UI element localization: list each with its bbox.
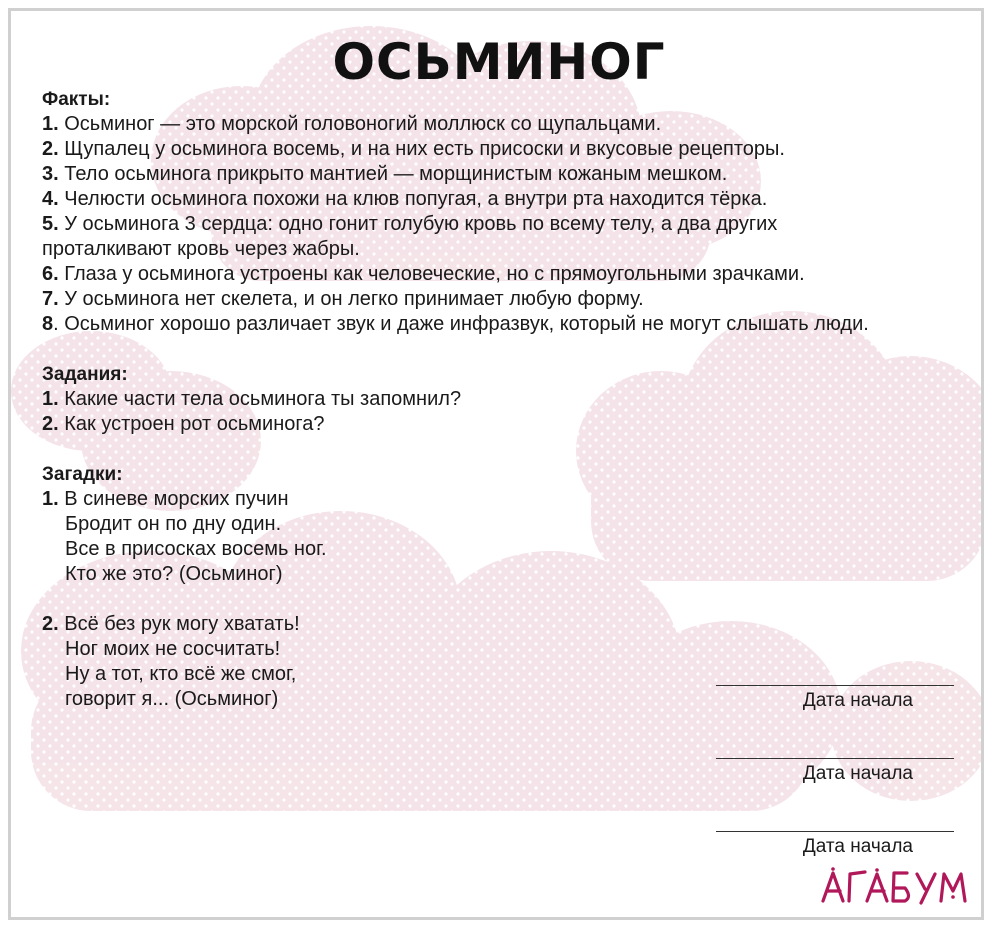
riddle-line: Бродит он по дну один. (65, 513, 282, 535)
page-title: ОСЬМИНОГ (332, 33, 666, 91)
riddle-line: Ног моих не сосчитать! (65, 638, 281, 660)
riddle-line: говорит я... (Осьминог) (65, 688, 279, 710)
facts-heading: Факты: (42, 89, 111, 110)
fact-item: 8. Осьминог хорошо различает звук и даже инфразвук, который не могут слышать люди. (42, 313, 869, 335)
date-field (716, 685, 954, 712)
agabum-logo (817, 865, 977, 909)
fact-item: 1. Осьминог — это морской головоногий моллюск со щупальцами. (42, 113, 662, 135)
task-item: 1. Какие части тела осьминога ты запомнил? (42, 388, 462, 410)
fact-item: 3. Тело осьминога прикрыто мантией — морщинистым кожаным мешком. (42, 163, 728, 185)
date-label: Дата начала (802, 690, 913, 711)
riddle-line: Кто же это? (Осьминог) (65, 563, 283, 585)
date-underline (716, 685, 954, 686)
date-label: Дата начала (802, 763, 913, 784)
worksheet-page (8, 8, 984, 920)
date-field (716, 831, 954, 858)
fact-item: 6. Глаза у осьминога устроены как человеческие, но с прямоугольными зрачками. (42, 263, 805, 285)
riddle-line: Ну а тот, кто всё же смог, (65, 663, 297, 685)
date-label: Дата начала (802, 836, 913, 857)
tasks-heading: Задания: (42, 364, 128, 385)
fact-item: 2. Щупалец у осьминога восемь, и на них есть присоски и вкусовые рецепторы. (42, 138, 785, 160)
riddles-heading: Загадки: (42, 464, 123, 485)
date-underline (716, 831, 954, 832)
worksheet-content (42, 87, 942, 712)
riddle-line: Все в присосках восемь ног. (65, 538, 327, 560)
date-field (716, 758, 954, 785)
fact-item: 4. Челюсти осьминога похожи на клюв попугая, а внутри рта находится тёрка. (42, 188, 768, 210)
riddle-line: 2. Всё без рук могу хватать! (42, 613, 300, 635)
fact-item: 5. У осьминога 3 сердца: одно гонит голубую кровь по всему телу, а два других проталкивают кровь через жабры. (42, 213, 778, 260)
date-underline (716, 758, 954, 759)
fact-item: 7. У осьминога нет скелета, и он легко принимает любую форму. (42, 288, 644, 310)
riddle-line: 1. В синеве морских пучин (42, 488, 289, 510)
task-item: 2. Как устроен рот осьминога? (42, 413, 325, 435)
